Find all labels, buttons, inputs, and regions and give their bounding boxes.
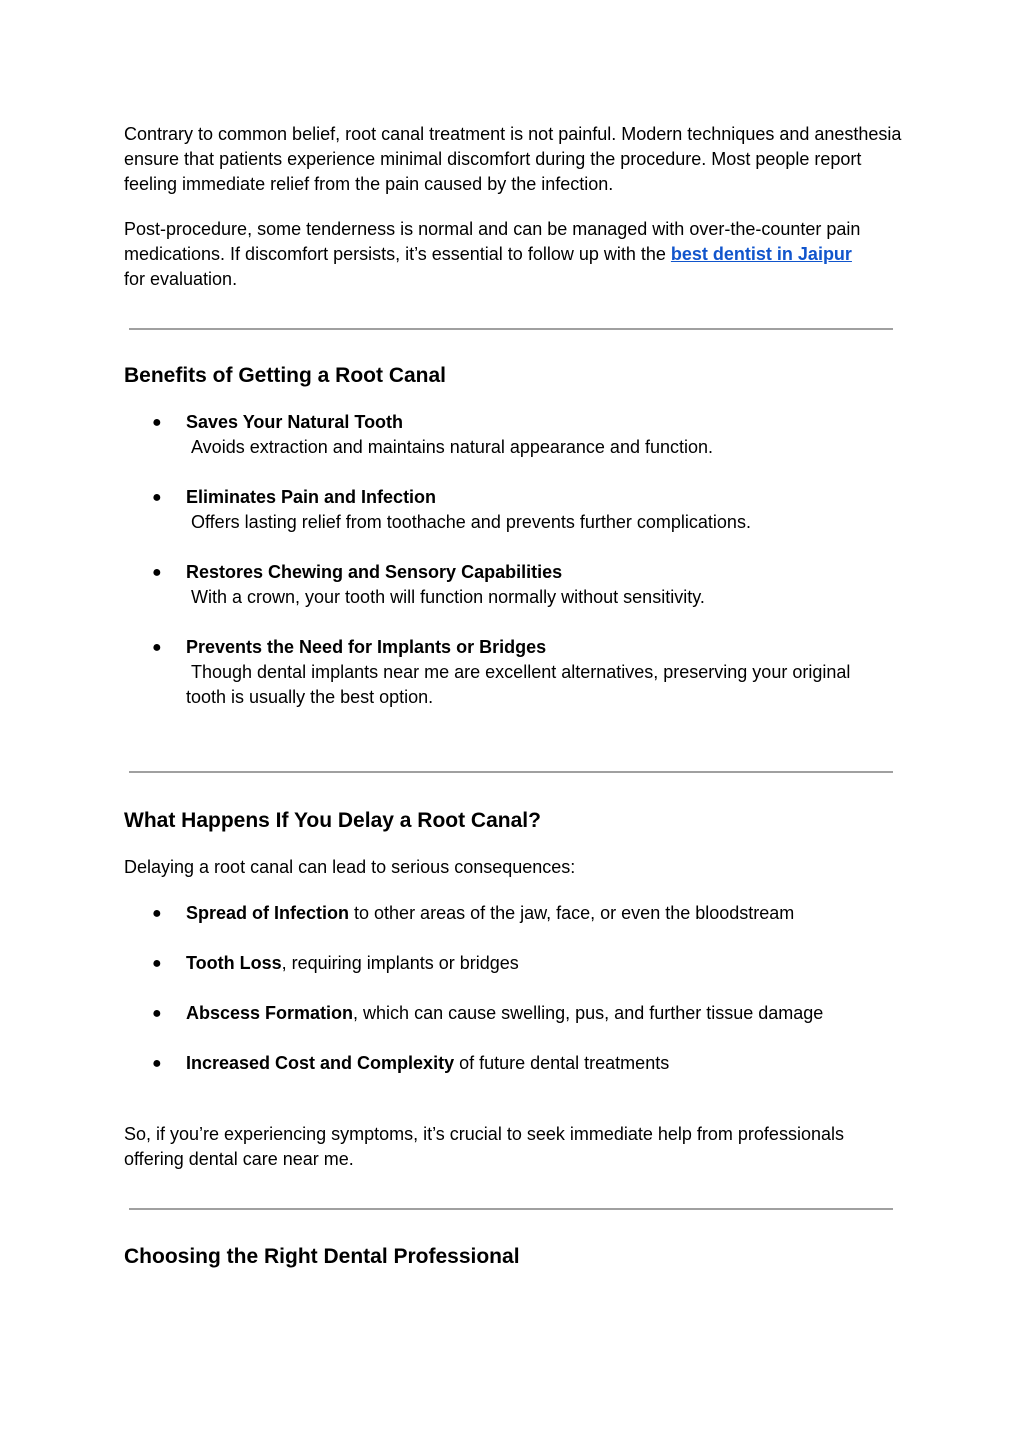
consequence-text: to other areas of the jaw, face, or even the bloodstream (349, 903, 795, 923)
benefit-description: With a crown, your tooth will function normally without sensitivity. (191, 587, 705, 607)
list-item (124, 1001, 904, 1026)
consequence-title: Spread of Infection (186, 903, 350, 923)
bullet-icon: ● (152, 1055, 162, 1072)
benefits-heading: Benefits of Getting a Root Canal (124, 364, 447, 387)
consequence-text: of future dental treatments (454, 1053, 670, 1073)
bullet-icon: ● (152, 639, 162, 656)
section-divider (129, 1208, 893, 1210)
benefit-title: Prevents the Need for Implants or Bridges (186, 637, 547, 657)
section-divider (129, 328, 893, 330)
consequence-title: Tooth Loss (186, 953, 282, 973)
intro-paragraph-1: Contrary to common belief, root canal treatment is not painful. Modern techniques and anesthesia ensure that patients experience minimal discomfort during the procedure. Most people report feeling immediate relief from the pain caused by the infection. (124, 124, 902, 194)
bullet-icon: ● (152, 414, 162, 431)
list-item (124, 560, 904, 610)
bullet-icon: ● (152, 1005, 162, 1022)
benefits-list (124, 410, 904, 710)
list-item (124, 901, 904, 926)
list-item (124, 485, 904, 535)
consequence-title: Abscess Formation (186, 1003, 354, 1023)
benefit-title: Eliminates Pain and Infection (186, 487, 437, 507)
consequence-title: Increased Cost and Complexity (186, 1053, 455, 1073)
intro-paragraph-2-text: Post-procedure, some tenderness is normal and can be managed with over-the-counter pain medications. If discomfort persists, it’s essential to follow up with the (124, 219, 861, 264)
intro-paragraph-2-tail: for evaluation. (124, 269, 238, 289)
best-dentist-link[interactable]: best dentist in Jaipur (670, 244, 852, 264)
intro-paragraph-2 (124, 217, 904, 292)
list-item (124, 1051, 904, 1076)
bullet-icon: ● (152, 955, 162, 972)
consequence-text: , requiring implants or bridges (281, 953, 519, 973)
list-item (124, 635, 904, 710)
benefit-description-continued: tooth is usually the best option. (186, 687, 434, 707)
benefit-title: Saves Your Natural Tooth (186, 412, 404, 432)
delay-heading: What Happens If You Delay a Root Canal? (124, 809, 541, 832)
delay-lead: Delaying a root canal can lead to serious consequences: (124, 857, 576, 877)
delay-list (124, 901, 904, 1076)
consequence-text: , which can cause swelling, pus, and further tissue damage (353, 1003, 824, 1023)
benefit-description: Avoids extraction and maintains natural appearance and function. (191, 437, 714, 457)
delay-closing: So, if you’re experiencing symptoms, it’s crucial to seek immediate help from professionals offering dental care near me. (124, 1124, 844, 1169)
bullet-icon: ● (152, 489, 162, 506)
bullet-icon: ● (152, 564, 162, 581)
benefit-description: Offers lasting relief from toothache and prevents further complications. (191, 512, 751, 532)
list-item (124, 951, 904, 976)
benefit-title: Restores Chewing and Sensory Capabilities (186, 562, 563, 582)
benefit-description: Though dental implants near me are excellent alternatives, preserving your original (191, 662, 851, 682)
section-divider (129, 771, 893, 773)
bullet-icon: ● (152, 905, 162, 922)
list-item (124, 410, 904, 460)
choosing-heading: Choosing the Right Dental Professional (124, 1245, 520, 1268)
document-page (124, 122, 904, 1271)
